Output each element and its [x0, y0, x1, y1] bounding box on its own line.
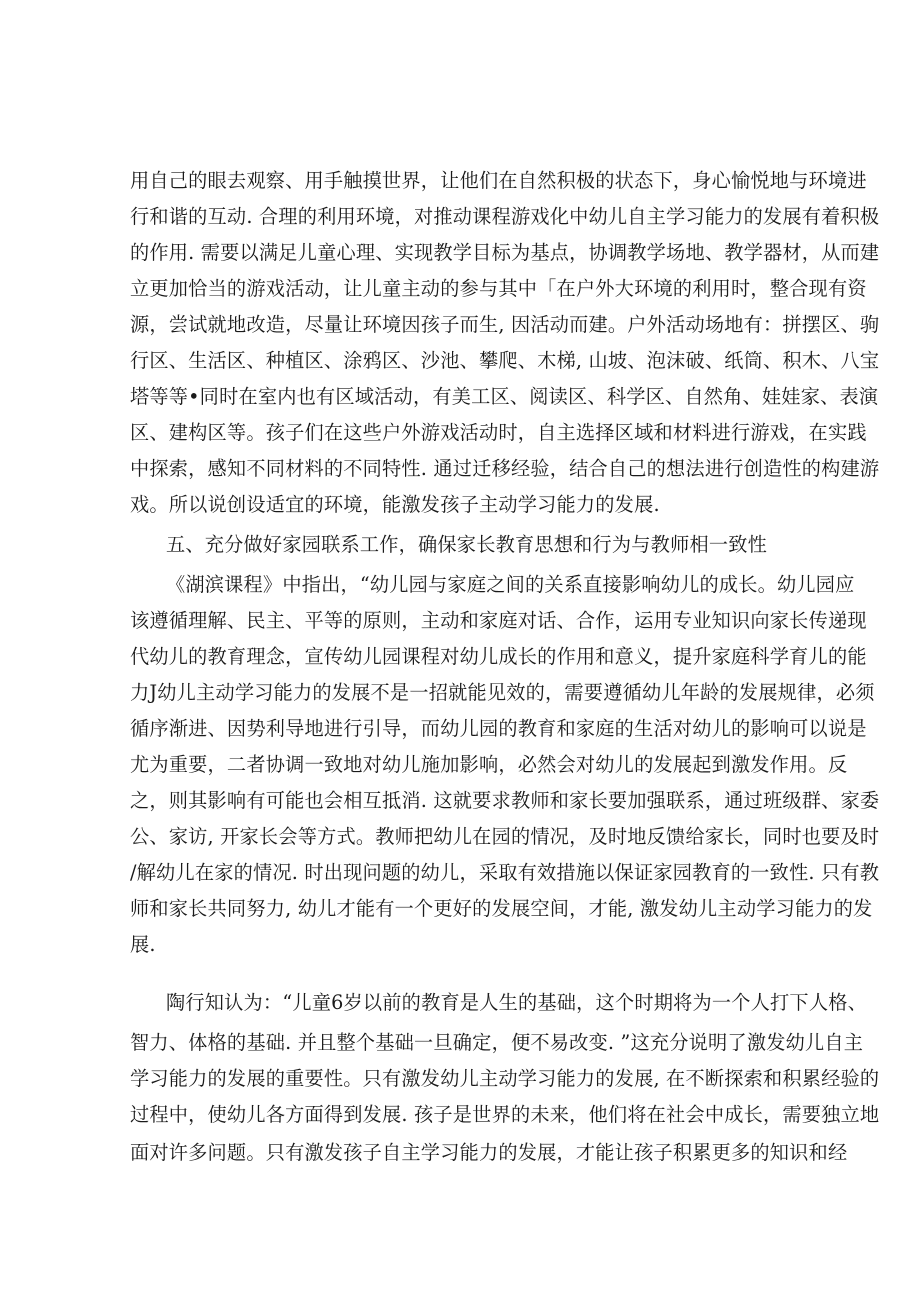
text-line: 面对许多问题。只有激发孩子自主学习能力的发展，才能让孩子积累更多的知识和经 — [130, 1141, 848, 1164]
text-line: 公、家访, 开家长会等方式。教师把幼儿在园的情况，及时地反馈给家长，同时也要及时 — [130, 825, 880, 848]
text-line: 区、建构区等。孩子们在这些户外游戏活动时，自主选择区域和材料进行游戏，在实践 — [130, 421, 867, 444]
text-line: 力J幼儿主动学习能力的发展不是一招就能见效的，需要遵循幼儿年龄的发展规律，必须 — [130, 681, 875, 704]
text-line: 智力、体格的基础. 并且整个基础一旦确定，便不易改变. ”这充分说明了激发幼儿自主 — [130, 1031, 864, 1054]
text-line: 代幼儿的教育理念，宣传幼儿园课程对幼儿成长的作用和意义，提升家庭科学育儿的能 — [130, 645, 867, 668]
text-line: 行和谐的互动. 合理的利用环境，对推动课程游戏化中幼儿自主学习能力的发展有着积极 — [130, 205, 880, 228]
text-line: 《湖滨课程》中指出，“幼儿园与家庭之间的关系直接影响幼儿的成长。幼儿园应 — [166, 573, 855, 596]
text-line: 塔等等•同时在室内也有区域活动，有美工区、阅读区、科学区、自然角、娃娃家、表演 — [130, 385, 879, 408]
text-line: 师和家长共同努力, 幼儿才能有一个更好的发展空间，才能, 激发幼儿主动学习能力的发 — [130, 897, 873, 920]
text-line: 之，则其影响有可能也会相互抵消. 这就要求教师和家长要加强联系，通过班级群、家委 — [130, 789, 880, 812]
section-heading: 五、充分做好家园联系工作，确保家长教育思想和行为与教师相一致性 — [166, 533, 768, 556]
text-line: 用自己的眼去观察、用手触摸世界，让他们在自然积极的状态下，身心愉悦地与环境进 — [130, 169, 867, 192]
text-line: 展. — [130, 933, 156, 956]
text-line: 尤为重要，二者协调一致地对幼儿施加影响，必然会对幼儿的发展起到激发作用。反 — [130, 753, 848, 776]
text-line: 行区、生活区、种植区、涂鸦区、沙池、攀爬、木梯, 山坡、泡沫破、纸筒、积木、八宝 — [130, 349, 880, 372]
text-line: /解幼儿在家的情况. 时出现问题的幼儿，采取有效措施以保证家园教育的一致性. 只有教 — [130, 861, 880, 884]
text-line: 该遵循理解、民主、平等的原则，主动和家庭对话、合作，运用专业知识向家长传递现 — [130, 609, 867, 632]
text-line: 中探索，感知不同材料的不同特性. 通过迁移经验，结合自己的想法进行创造性的构建游 — [130, 457, 880, 480]
text-line: 循序渐进、因势利导地进行引导，而幼儿园的教育和家庭的生活对幼儿的影响可以说是 — [130, 717, 867, 740]
text-line: 的作用. 需要以满足儿童心理、实现教学目标为基点，协调教学场地、教学器材，从而建 — [130, 241, 880, 264]
text-line: 源，尝试就地改造，尽量让环境因孩子而生, 因活动而建。户外活动场地有：拼摆区、驹 — [130, 313, 880, 336]
text-line: 陶行知认为：“儿童6岁以前的教育是人生的基础，这个时期将为一个人打下人格、 — [166, 991, 867, 1014]
text-line: 过程中，使幼儿各方面得到发展. 孩子是世界的未来，他们将在社会中成长，需要独立地 — [130, 1103, 880, 1126]
text-line: 学习能力的发展的重要性。只有激发幼儿主动学习能力的发展, 在不断探索和积累经验的 — [130, 1067, 880, 1090]
text-line: 戏。所以说创设适宜的环境，能激发孩子主动学习能力的发展. — [130, 493, 660, 516]
text-line: 立更加恰当的游戏活动，让儿童主动的参与其中「在户外大环境的利用时，整合现有资 — [130, 277, 867, 300]
